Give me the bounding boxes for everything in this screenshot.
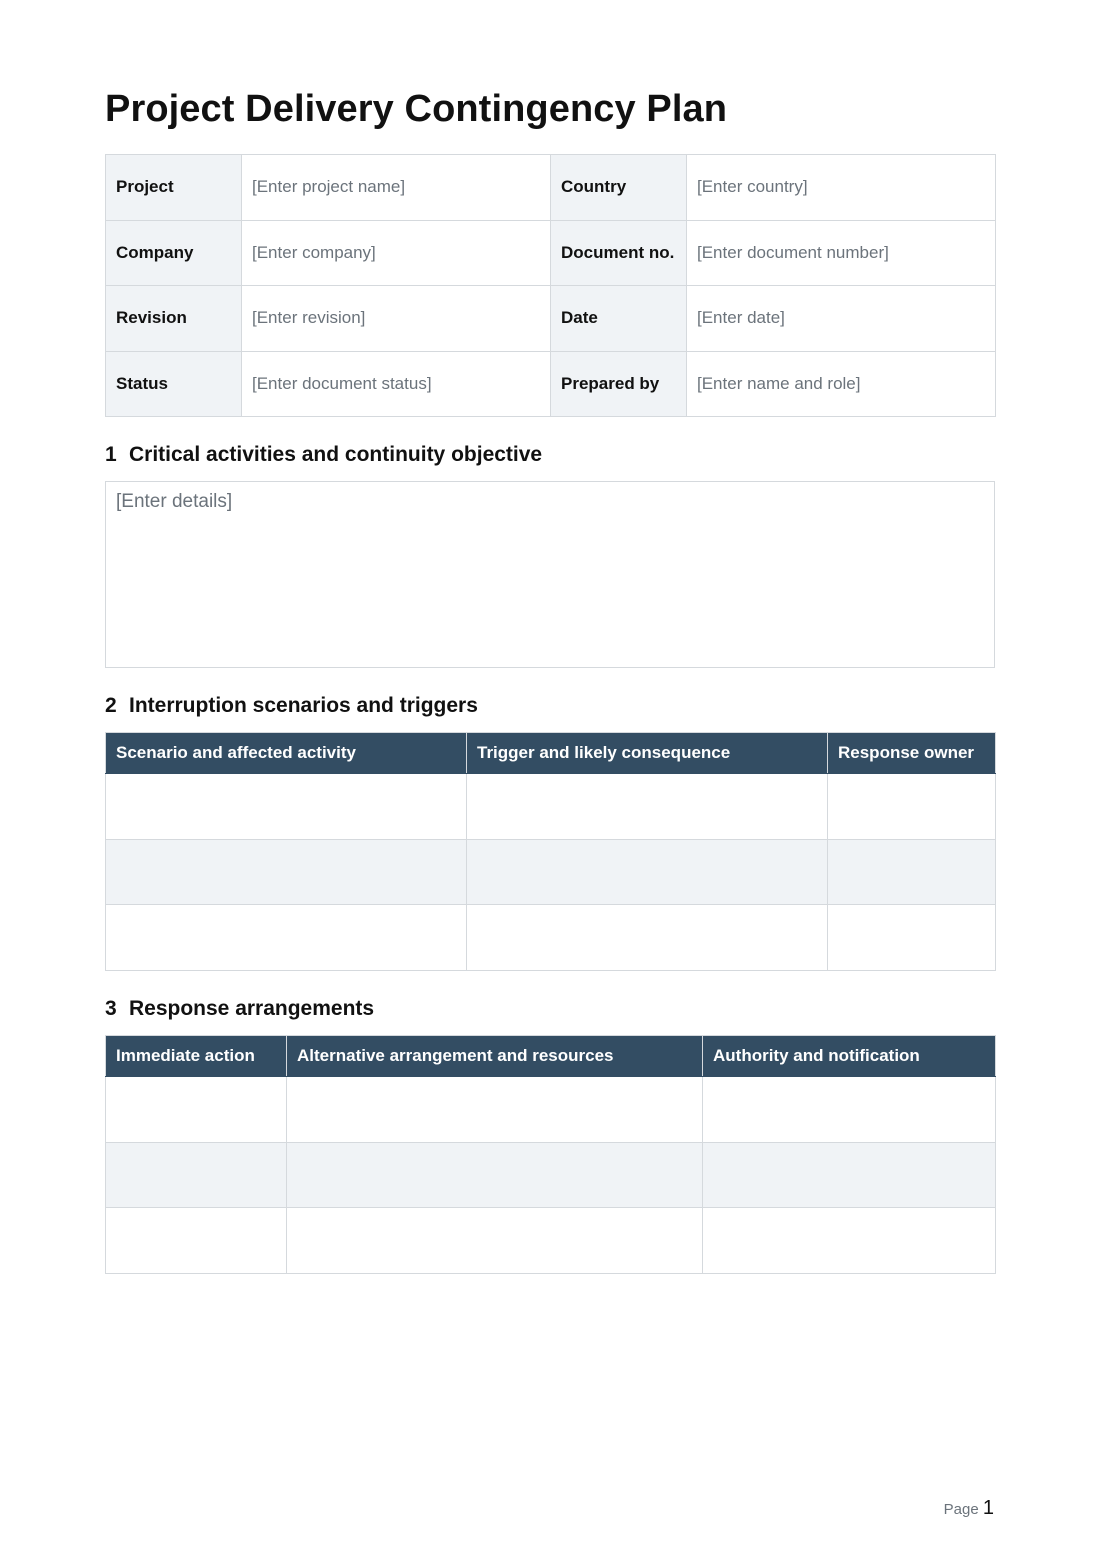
table-cell[interactable] <box>828 774 996 840</box>
response-arrangements-table <box>105 1035 996 1274</box>
prepared-by-field[interactable]: [Enter name and role] <box>687 351 996 417</box>
column-header: Scenario and affected activity <box>106 733 467 774</box>
prepared-by-label: Prepared by <box>551 351 687 417</box>
country-field[interactable]: [Enter country] <box>687 155 996 221</box>
table-cell[interactable] <box>287 1077 703 1143</box>
info-row <box>106 155 996 221</box>
company-field[interactable]: [Enter company] <box>242 220 551 286</box>
table-row <box>106 1142 996 1208</box>
section-title: Response arrangements <box>129 997 375 1020</box>
revision-label: Revision <box>106 286 242 352</box>
info-row <box>106 220 996 286</box>
column-header: Response owner <box>828 733 996 774</box>
company-label: Company <box>106 220 242 286</box>
date-field[interactable]: [Enter date] <box>687 286 996 352</box>
page-footer <box>944 1497 994 1520</box>
table-cell[interactable] <box>287 1208 703 1274</box>
table-row <box>106 905 996 971</box>
table-cell[interactable] <box>106 1077 287 1143</box>
country-label: Country <box>551 155 687 221</box>
column-header: Authority and notification <box>703 1036 996 1077</box>
section-number: 3 <box>105 997 117 1020</box>
document-title: Project Delivery Contingency Plan <box>105 88 728 130</box>
status-field[interactable]: [Enter document status] <box>242 351 551 417</box>
table-row <box>106 839 996 905</box>
table-row <box>106 774 996 840</box>
table-header-row <box>106 733 996 774</box>
column-header: Trigger and likely consequence <box>467 733 828 774</box>
document-info-table <box>105 154 996 417</box>
table-cell[interactable] <box>467 839 828 905</box>
section-number: 1 <box>105 443 117 466</box>
column-header: Alternative arrangement and resources <box>287 1036 703 1077</box>
project-label: Project <box>106 155 242 221</box>
table-cell[interactable] <box>467 905 828 971</box>
info-row <box>106 286 996 352</box>
info-row <box>106 351 996 417</box>
section-1-heading <box>105 443 542 467</box>
critical-activities-details-field[interactable]: [Enter details] <box>105 481 995 668</box>
document-number-field[interactable]: [Enter document number] <box>687 220 996 286</box>
table-row <box>106 1077 996 1143</box>
section-number: 2 <box>105 694 117 717</box>
table-cell[interactable] <box>703 1142 996 1208</box>
revision-field[interactable]: [Enter revision] <box>242 286 551 352</box>
column-header: Immediate action <box>106 1036 287 1077</box>
table-cell[interactable] <box>106 774 467 840</box>
document-number-label: Document no. <box>551 220 687 286</box>
section-2-heading <box>105 694 478 718</box>
table-cell[interactable] <box>106 905 467 971</box>
status-label: Status <box>106 351 242 417</box>
date-label: Date <box>551 286 687 352</box>
page-number: 1 <box>982 1497 994 1519</box>
table-cell[interactable] <box>106 1208 287 1274</box>
table-cell[interactable] <box>467 774 828 840</box>
table-cell[interactable] <box>828 905 996 971</box>
section-title: Interruption scenarios and triggers <box>129 694 478 717</box>
table-cell[interactable] <box>703 1208 996 1274</box>
table-cell[interactable] <box>703 1077 996 1143</box>
table-cell[interactable] <box>106 1142 287 1208</box>
table-row <box>106 1208 996 1274</box>
table-header-row <box>106 1036 996 1077</box>
table-cell[interactable] <box>828 839 996 905</box>
project-field[interactable]: [Enter project name] <box>242 155 551 221</box>
section-3-heading <box>105 997 374 1021</box>
table-cell[interactable] <box>106 839 467 905</box>
section-title: Critical activities and continuity objective <box>129 443 543 466</box>
interruption-scenarios-table <box>105 732 996 971</box>
page-label: Page <box>943 1501 979 1518</box>
table-cell[interactable] <box>287 1142 703 1208</box>
